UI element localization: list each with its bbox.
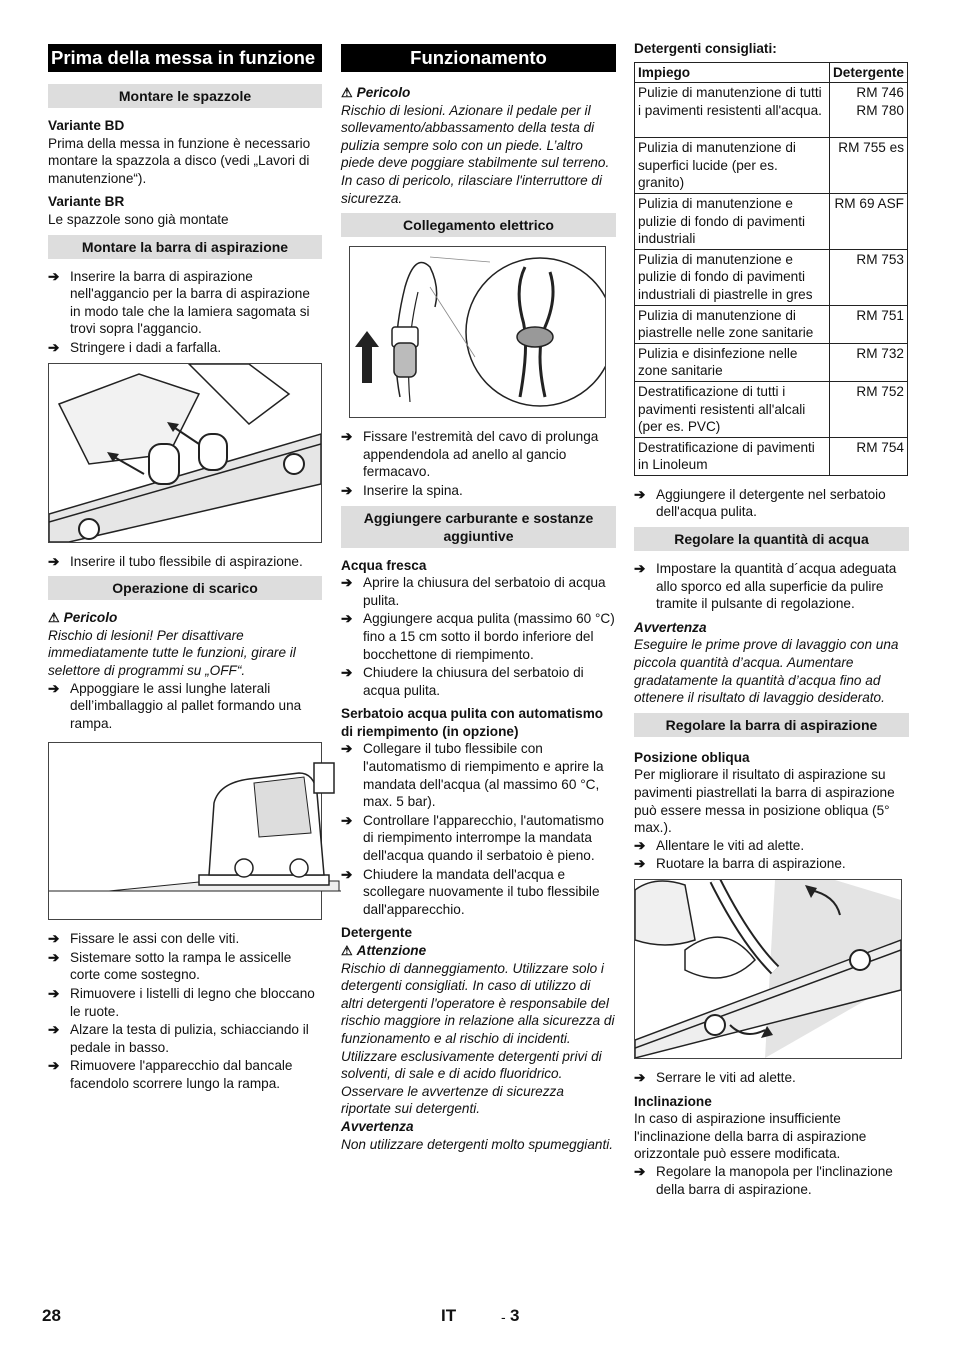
variant-br-text: Le spazzole sono già montate xyxy=(48,211,229,227)
step-item: ➔ Ruotare la barra di aspirazione. xyxy=(634,856,846,872)
warning-title: ⚠ Pericolo xyxy=(341,85,411,100)
step-item: ➔ Chiudere la mandata dell'acqua e scollegare nuovamente il tubo flessibile dall'apparecchio. xyxy=(341,866,600,917)
arrow-right-icon: ➔ xyxy=(48,1058,60,1074)
arrow-right-icon: ➔ xyxy=(634,486,646,502)
note-title: Avvertenza xyxy=(341,1118,414,1134)
heading-regolare-barra: Regolare la barra di aspirazione xyxy=(634,713,909,737)
steps-obliqua xyxy=(634,837,909,873)
arrow-right-icon: ➔ xyxy=(48,339,60,355)
warning-text: Rischio di lesioni! Per disattivare immediatamente tutte le funzioni, girare il selettore di programmi su „OFF“. xyxy=(48,627,296,678)
table-row: Pulizia di manutenzione di piastrelle nelle zone sanitarie RM 751 xyxy=(635,305,908,343)
table-row: Destratificazione di tutti i pavimenti resistenti all'alcali (per es. PVC) RM 752 xyxy=(635,381,908,437)
arrow-right-icon: ➔ xyxy=(634,837,646,853)
inclinazione-title: Inclinazione xyxy=(634,1093,712,1109)
warning-triangle-icon: ⚠ xyxy=(341,85,353,100)
variant-bd-text: Prima della messa in funzione è necessario montare la spazzola a disco (vedi „Lavori di manutenzione“). xyxy=(48,135,311,186)
section-page-number: 3 xyxy=(510,1306,520,1325)
step-item: ➔ Impostare la quantità d´acqua adeguata allo sporco ed alla superficie da pulire tramite il pulsante di regolazione. xyxy=(634,561,897,612)
table-row: Pulizia di manutenzione e pulizie di fondo di pavimenti industriali di piastrelle in gres RM 753 xyxy=(635,249,908,305)
figure-squeegee-angle xyxy=(634,879,902,1059)
arrow-right-icon: ➔ xyxy=(341,482,353,498)
steps-quantita xyxy=(634,560,909,613)
warning-text-2: In caso di pericolo, rilasciare l'interruttore di sicurezza. xyxy=(341,172,602,206)
table-row: Pulizia di manutenzione di superfici lucide (per es. granito) RM 755 es xyxy=(635,138,908,194)
heading-scarico: Operazione di scarico xyxy=(48,576,322,600)
arrow-right-icon: ➔ xyxy=(634,561,646,577)
step-item: ➔ Rimuovere l'apparecchio dal bancale facendolo scorrere lungo la rampa. xyxy=(48,1058,293,1092)
table-row: Pulizie di manutenzione di tutti i pavimenti resistenti all'acqua. RM 746 RM 780 xyxy=(635,83,908,138)
arrow-right-icon: ➔ xyxy=(634,1163,646,1179)
heading-quantita-acqua: Regolare la quantità di acqua xyxy=(634,527,909,551)
arrow-right-icon: ➔ xyxy=(48,268,60,284)
steps-after-table xyxy=(634,486,909,521)
step-item: ➔ Allentare le viti ad alette. xyxy=(634,837,805,853)
figure-pallet-ramp xyxy=(48,742,322,920)
note-text: Non utilizzare detergenti molto spumeggianti. xyxy=(341,1136,614,1152)
steps-montare-barra xyxy=(48,268,322,357)
table-row: Pulizia e disinfezione nelle zone sanitarie RM 732 xyxy=(635,343,908,381)
step-item: ➔ Inserire la spina. xyxy=(341,482,463,498)
column-3 xyxy=(634,40,909,1204)
language-code: IT xyxy=(441,1306,457,1325)
acqua-fresca-title: Acqua fresca xyxy=(341,557,427,573)
warning-title: ⚠ Pericolo xyxy=(48,610,118,626)
header-impiego: Impiego xyxy=(635,62,830,83)
section-title-prima: Prima della messa in funzione xyxy=(48,44,322,72)
page-number: 28 xyxy=(42,1306,61,1325)
table-row: Destratificazione di pavimenti in Linoleum RM 754 xyxy=(635,437,908,475)
step-item: ➔ Rimuovere i listelli di legno che bloccano le ruote. xyxy=(48,986,315,1019)
arrow-right-icon: ➔ xyxy=(48,986,60,1002)
steps-collegamento xyxy=(341,428,616,499)
step-item: ➔ Aprire la chiusura del serbatoio di acqua pulita. xyxy=(341,575,606,608)
arrow-right-icon: ➔ xyxy=(48,553,60,569)
table-row: Pulizia di manutenzione e pulizie di fondo di pavimenti industriali RM 69 ASF xyxy=(635,193,908,249)
note-text: Eseguire le prime prove di lavaggio con una piccola quantità d’acqua. Aumentare gradatamente la quantità d’acqua fino ad ottenere il risultato di lavaggio desiderato. xyxy=(634,637,899,706)
attention-text-2: Utilizzare esclusivamente detergenti privi di solventi, di sale e di acido fluoridrico. Osservare le avvertenze di sicurezza riportate sui detergenti. xyxy=(341,1048,602,1117)
heading-collegamento: Collegamento elettrico xyxy=(341,213,616,237)
figure-cable-hook xyxy=(349,246,606,418)
arrow-right-icon: ➔ xyxy=(634,1069,646,1085)
section-title-funzionamento: Funzionamento xyxy=(341,44,616,72)
step-item: ➔ Aggiungere il detergente nel serbatoio dell'acqua pulita. xyxy=(634,486,886,520)
arrow-right-icon: ➔ xyxy=(48,931,60,947)
attention-text: Rischio di danneggiamento. Utilizzare solo i detergenti consigliati. In caso di utilizzo di altri detergenti l'operatore è responsabile del rischio maggiore in relazione alla sicurezza di funzionamento e al rischio di incidenti. xyxy=(341,960,615,1046)
step-item: ➔ Aggiungere acqua pulita (massimo 60 °C) fino a 15 cm sotto il bordo inferiore del bocchettone di riempimento. xyxy=(341,611,615,662)
column-2 xyxy=(341,44,616,1153)
arrow-right-icon: ➔ xyxy=(341,866,353,882)
heading-montare-spazzole: Montare le spazzole xyxy=(48,84,322,108)
step-item: ➔ Inserire la barra di aspirazione nell'aggancio per la barra di aspirazione in modo tale che la lamiera sagomata si trovi sopra l'aggancio. xyxy=(48,268,310,337)
warning-text: Rischio di lesioni. Azionare il pedale per il sollevamento/abbassamento della testa di pulizia sempre solo con un piede. L’altro piede deve poggiare stabilmente sul terreno. xyxy=(341,102,610,171)
arrow-right-icon: ➔ xyxy=(634,856,646,872)
arrow-right-icon: ➔ xyxy=(341,429,353,445)
heading-aggiungere: Aggiungere carburante e sostanze aggiuntive xyxy=(341,506,616,548)
steps-inclinazione xyxy=(634,1163,909,1198)
table-header-row xyxy=(635,62,908,83)
arrow-right-icon: ➔ xyxy=(341,812,353,828)
step-item: ➔ Sistemare sotto la rampa le assicelle corte come sostegno. xyxy=(48,949,292,983)
step-item: ➔ Serrare le viti ad alette. xyxy=(634,1069,796,1085)
obliqua-title: Posizione obliqua xyxy=(634,749,750,765)
arrow-right-icon: ➔ xyxy=(341,611,353,627)
obliqua-text: Per migliorare il risultato di aspirazione su pavimenti piastrellati la barra di aspirazione può essere messa in posizione obliqua (5° max.). xyxy=(634,767,895,836)
step-item: ➔ Fissare l'estremità del cavo di prolunga appendendola ad anello al gancio fermacavo. xyxy=(341,429,599,480)
arrow-right-icon: ➔ xyxy=(341,665,353,681)
steps-auto-fill xyxy=(341,740,616,918)
column-1 xyxy=(48,44,322,1099)
header-detergente: Detergente xyxy=(829,62,907,83)
auto-fill-title: Serbatoio acqua pulita con automatismo di riempimento (in opzione) xyxy=(341,706,604,739)
arrow-right-icon: ➔ xyxy=(48,680,60,696)
step-item: ➔ Inserire il tubo flessibile di aspirazione. xyxy=(48,553,303,569)
step-item: ➔ Chiudere la chiusura del serbatoio di acqua pulita. xyxy=(341,665,584,698)
step-item: ➔ Appoggiare le assi lunghe laterali dell’imballaggio al pallet formando una rampa. xyxy=(48,680,302,731)
steps-after-figure xyxy=(48,553,322,571)
step-item: ➔ Controllare l'apparecchio, l'automatismo di riempimento interrompe la mandata dell'acqua quando il serbatoio è pieno. xyxy=(341,812,604,864)
arrow-right-icon: ➔ xyxy=(341,575,353,591)
steps-scarico-1 xyxy=(48,680,322,733)
heading-montare-barra: Montare la barra di aspirazione xyxy=(48,235,322,259)
page-separator: - xyxy=(501,1309,506,1325)
table-title: Detergenti consigliati: xyxy=(634,41,777,56)
step-item: ➔ Stringere i dadi a farfalla. xyxy=(48,339,222,355)
arrow-right-icon: ➔ xyxy=(341,741,353,757)
detergent-table xyxy=(634,62,908,476)
arrow-right-icon: ➔ xyxy=(48,1022,60,1038)
detergente-title: Detergente xyxy=(341,925,413,941)
steps-acqua xyxy=(341,574,616,699)
steps-scarico-2 xyxy=(48,930,322,1092)
step-item: ➔ Regolare la manopola per l'inclinazione della barra di aspirazione. xyxy=(634,1163,893,1197)
steps-serrare xyxy=(634,1069,909,1087)
step-item: ➔ Alzare la testa di pulizia, schiacciando il pedale in basso. xyxy=(48,1022,309,1055)
step-item: ➔ Fissare le assi con delle viti. xyxy=(48,931,240,947)
attention-title: ⚠ Attenzione xyxy=(341,943,427,958)
step-item: ➔ Collegare il tubo flessibile con l'automatismo di riempimento e aprire la mandata dell'acqua (al massimo 60 °C, max. 5 bar). xyxy=(341,741,604,810)
note-title: Avvertenza xyxy=(634,619,707,635)
warning-triangle-icon: ⚠ xyxy=(341,943,353,958)
figure-squeegee-mount xyxy=(48,363,322,543)
inclinazione-text: In caso di aspirazione insufficiente l'inclinazione della barra di aspirazione orizzontale può essere modificata. xyxy=(634,1111,867,1162)
arrow-right-icon: ➔ xyxy=(48,949,60,965)
variant-br-title: Variante BR xyxy=(48,194,125,210)
variant-bd-title: Variante BD xyxy=(48,118,125,133)
warning-triangle-icon: ⚠ xyxy=(48,610,60,626)
